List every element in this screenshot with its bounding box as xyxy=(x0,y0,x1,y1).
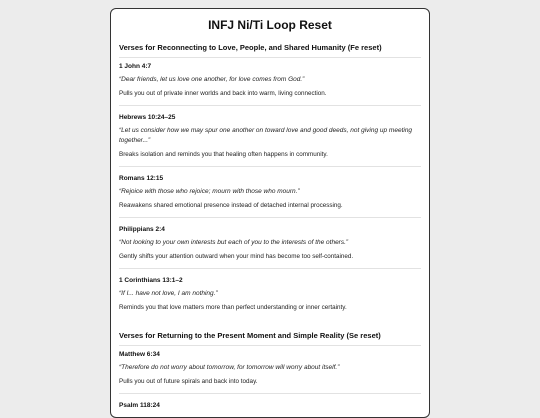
verse-card xyxy=(110,8,430,418)
verse-quote: “Therefore do not worry about tomorrow, for tomorrow will worry about itself.” xyxy=(119,364,340,371)
verse-item xyxy=(119,402,421,418)
verse-item xyxy=(119,175,421,218)
verse-reference: Matthew 6:34 xyxy=(119,351,160,358)
verse-item xyxy=(119,226,421,269)
verse-quote: “Dear friends, let us love one another, for love comes from God.” xyxy=(119,76,305,83)
verse-item xyxy=(119,63,421,106)
verse-note: Reminds you that love matters more than perfect understanding or inner certainty. xyxy=(119,304,347,311)
verse-quote: “Not looking to your own interests but each of you to the interests of the others.” xyxy=(119,239,349,246)
verse-reference: 1 Corinthians 13:1–2 xyxy=(119,277,183,284)
section-heading: Verses for Returning to the Present Moment and Simple Reality (Se reset) xyxy=(119,327,421,346)
verse-reference: Romans 12:15 xyxy=(119,175,164,182)
verse-quote: “Rejoice with those who rejoice; mourn with those who mourn.” xyxy=(119,188,300,195)
verse-note: Reawakens shared emotional presence instead of detached internal processing. xyxy=(119,202,343,209)
page-title: INFJ Ni/Ti Loop Reset xyxy=(208,18,332,32)
verse-reference: 1 John 4:7 xyxy=(119,63,152,70)
verse-note: Breaks isolation and reminds you that healing often happens in community. xyxy=(119,151,328,158)
verse-reference: Hebrews 10:24–25 xyxy=(119,114,176,121)
verse-note: Pulls you out of private inner worlds and back into warm, living connection. xyxy=(119,90,327,97)
verse-item xyxy=(119,277,421,319)
section-se-reset xyxy=(119,327,421,418)
section-heading: Verses for Reconnecting to Love, People, and Shared Humanity (Fe reset) xyxy=(119,39,421,58)
verse-reference: Philippians 2:4 xyxy=(119,226,165,233)
section-fe-reset xyxy=(119,39,421,319)
verse-reference: Psalm 118:24 xyxy=(119,402,160,409)
verse-item xyxy=(119,114,421,167)
verse-quote: “If I... have not love, I am nothing.” xyxy=(119,290,218,297)
verse-quote: “Let us consider how we may spur one another on toward love and good deeds, not giving up meeting together...” xyxy=(119,127,413,144)
verse-note: Pulls you out of future spirals and back into today. xyxy=(119,378,258,385)
verse-note: Gently shifts your attention outward when your mind has become too self-contained. xyxy=(119,253,354,260)
verse-item xyxy=(119,351,421,394)
